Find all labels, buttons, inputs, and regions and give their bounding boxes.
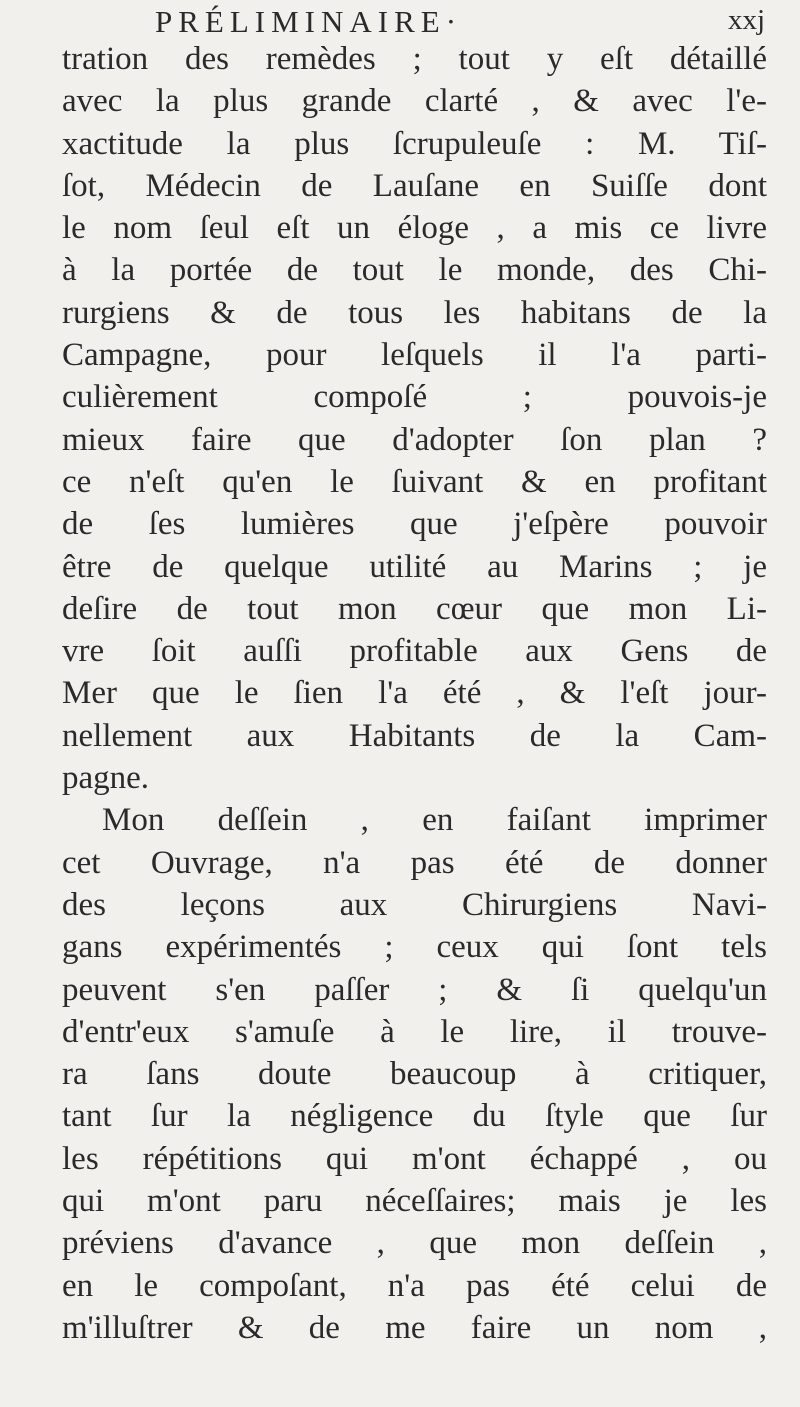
text-line: être de quelque utilité au Marins ; je [62,548,767,585]
text-line: préviens d'avance , que mon deſſein , [62,1225,767,1262]
text-line: tant ſur la négligence du ſtyle que ſur [62,1098,767,1135]
page-number: xxj [727,4,765,36]
running-title: PRÉLIMINAIRE· [155,4,463,39]
text-line: m'illuſtrer & de me faire un nom , [62,1309,767,1346]
text-line: cet Ouvrage, n'a pas été de donner [62,844,767,881]
text-line: ſot, Médecin de Lauſane en Suiſſe dont [62,167,767,204]
text-line: pagne. [62,760,150,797]
text-line: qui m'ont paru néceſſaires; mais je les [62,1183,767,1220]
text-line: avec la plus grande clarté , & avec l'e- [62,83,767,120]
text-line: nellement aux Habitants de la Cam- [62,717,767,754]
body-text [62,38,767,1349]
text-line: d'entr'eux s'amuſe à le lire, il trouve- [62,1013,767,1050]
text-line: xactitude la plus ſcrupuleuſe : M. Tiſ- [62,125,767,162]
text-line: Mer que le ſien l'a été , & l'eſt jour- [62,675,767,712]
text-line: Mon deſſein , en faiſant imprimer [102,802,767,839]
text-line: tration des remèdes ; tout y eſt détaillé [62,41,767,77]
text-line: deſire de tout mon cœur que mon Li- [62,590,767,627]
text-line: les répétitions qui m'ont échappé , ou [62,1140,767,1177]
text-line: ce n'eſt qu'en le ſuivant & en profitant [62,463,767,500]
page-header [155,4,765,38]
text-line: de ſes lumières que j'eſpère pouvoir [62,506,767,543]
text-line: vre ſoit auſſi profitable aux Gens de [62,633,767,670]
text-line: gans expérimentés ; ceux qui ſont tels [62,929,767,966]
text-line: le nom ſeul eſt un éloge , a mis ce livre [62,210,767,247]
text-line: ra ſans doute beaucoup à critiquer, [62,1056,767,1093]
text-line: rurgiens & de tous les habitans de la [62,294,767,331]
text-line: mieux faire que d'adopter ſon plan ? [62,421,767,458]
text-line: des leçons aux Chirurgiens Navi- [62,886,767,923]
text-line: culièrement compoſé ; pouvois-je [62,379,767,416]
text-line: en le compoſant, n'a pas été celui de [62,1267,767,1304]
text-line: peuvent s'en paſſer ; & ſi quelqu'un [62,971,767,1008]
text-line: Campagne, pour leſquels il l'a parti- [62,337,767,374]
text-line: à la portée de tout le monde, des Chi- [62,252,767,289]
